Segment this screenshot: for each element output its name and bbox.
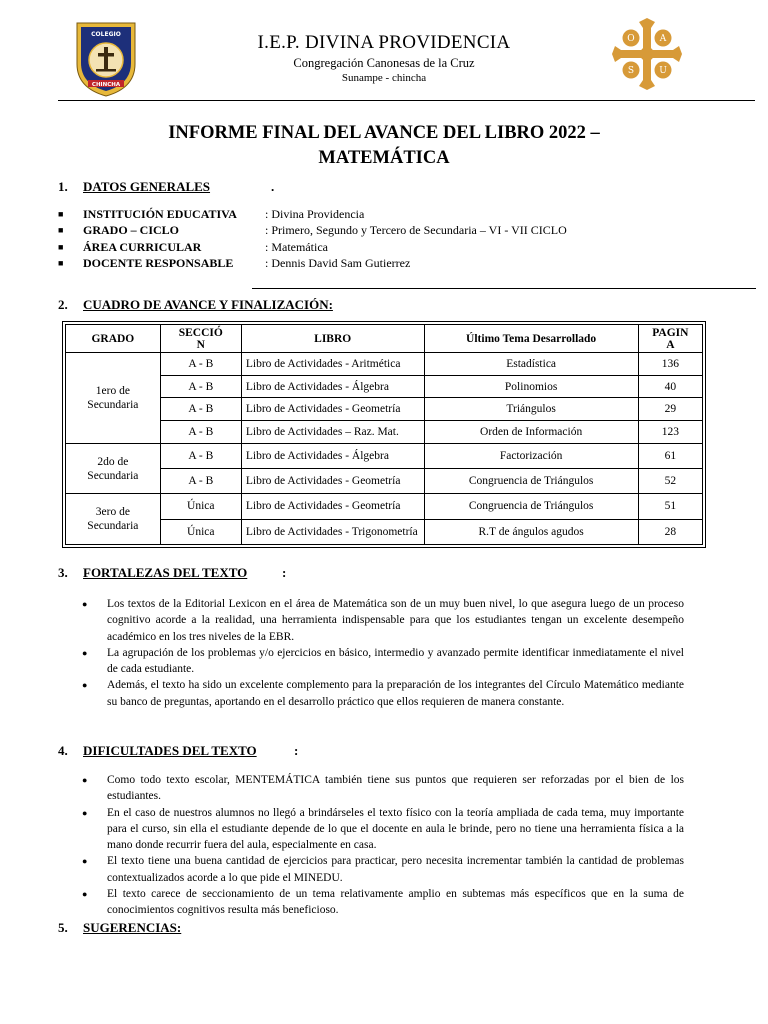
pagina-cell: 29 — [638, 398, 702, 421]
list-item — [82, 596, 684, 645]
tema-cell: Triángulos — [424, 398, 638, 421]
tema-cell: Congruencia de Triángulos — [424, 469, 638, 494]
pagina-cell: 28 — [638, 519, 702, 544]
pagina-cell: 40 — [638, 375, 702, 398]
school-name: I.E.P. DIVINA PROVIDENCIA — [257, 32, 511, 53]
grado-line-1: 1ero de — [95, 384, 130, 397]
table-row — [66, 443, 703, 468]
col-header-tema: Último Tema Desarrollado — [424, 325, 638, 353]
seccion-cell: A - B — [160, 398, 241, 421]
header-divider — [58, 100, 755, 101]
section-4-heading — [58, 743, 458, 759]
section-title: DIFICULTADES DEL TEXTO — [83, 743, 257, 758]
list-item-text: El texto carece de seccionamiento de un tema relativamente amplio en subtemas más específicos que en la suma de conocimientos cognitivos resulta más beneficioso. — [107, 888, 684, 917]
section-title: FORTALEZAS DEL TEXTO — [83, 565, 248, 580]
list-item — [82, 886, 684, 919]
seccion-cell: A - B — [160, 375, 241, 398]
square-bullet-icon: ■ — [58, 257, 64, 268]
progress-table — [62, 321, 706, 548]
seccion-cell: Única — [160, 519, 241, 544]
libro-cell: Libro de Actividades - Geometría — [241, 469, 424, 494]
general-data-row — [58, 206, 658, 222]
col-header-pagina-line-2: A — [666, 338, 675, 351]
table-row — [66, 494, 703, 519]
col-header-grado: GRADO — [66, 325, 161, 353]
field-label: INSTITUCIÓN EDUCATIVA — [83, 207, 237, 221]
list-item — [82, 772, 684, 805]
section-title-suffix: : — [282, 565, 287, 580]
list-item-text: El texto tiene una buena cantidad de ejercicios para practicar, pero necesita incrementar también la cantidad de problemas contextualizados acorde a lo que pide el MINEDU. — [107, 855, 684, 884]
field-value: : Matemática — [265, 239, 328, 254]
strengths-list — [82, 596, 684, 710]
difficulties-list — [82, 772, 684, 919]
table-row — [66, 353, 703, 376]
svg-text:CHINCHA: CHINCHA — [91, 82, 121, 88]
seccion-cell: Única — [160, 494, 241, 519]
tema-cell: Orden de Información — [424, 421, 638, 444]
list-item — [82, 645, 684, 678]
libro-cell: Libro de Actividades - Aritmética — [241, 353, 424, 376]
section-title: SUGERENCIAS: — [83, 920, 182, 935]
seccion-cell: A - B — [160, 469, 241, 494]
general-data-list — [58, 206, 658, 271]
bullet-icon: ● — [82, 889, 88, 900]
pagina-cell: 51 — [638, 494, 702, 519]
svg-text:S: S — [627, 66, 635, 76]
grado-cell — [66, 353, 161, 444]
col-header-pagina-line-1: PAGIN — [652, 326, 689, 339]
col-header-seccion — [160, 325, 241, 353]
pagina-cell: 123 — [638, 421, 702, 444]
table-row — [66, 398, 703, 421]
field-label: ÁREA CURRICULAR — [83, 239, 202, 254]
section-title: CUADRO DE AVANCE Y FINALIZACIÓN: — [83, 297, 333, 312]
tema-cell: Polinomios — [424, 375, 638, 398]
seccion-cell: A - B — [160, 443, 241, 468]
grado-line-2: Secundaria — [87, 469, 139, 482]
section-number: 2. — [58, 297, 68, 312]
col-header-seccion-line-1: SECCIÓ — [178, 326, 223, 339]
bullet-icon: ● — [82, 599, 88, 609]
libro-cell: Libro de Actividades - Geometría — [241, 494, 424, 519]
pagina-cell: 136 — [638, 353, 702, 376]
bullet-icon: ● — [82, 807, 88, 818]
grado-line-1: 2do de — [97, 455, 129, 468]
col-header-seccion-line-2: N — [196, 338, 205, 351]
tema-cell: R.T de ángulos agudos — [424, 519, 638, 544]
bullet-icon: ● — [82, 680, 88, 691]
list-item-text: La agrupación de los problemas y/o ejercicios en básico, intermedio y avanzado permite identificar inmediatamente el nivel de cada estudiante. — [107, 646, 684, 676]
section-number: 4. — [58, 743, 68, 758]
tema-cell: Estadística — [424, 353, 638, 376]
school-location: Sunampe - chincha — [341, 72, 427, 84]
grado-line-2: Secundaria — [87, 520, 139, 533]
general-data-row — [58, 255, 658, 271]
tema-cell: Factorización — [424, 443, 638, 468]
libro-cell: Libro de Actividades – Raz. Mat. — [241, 421, 424, 444]
section-title-suffix: : — [294, 743, 299, 758]
field-value: : Dennis David Sam Gutierrez — [265, 255, 411, 270]
table-row — [66, 519, 703, 544]
col-header-libro: LIBRO — [241, 325, 424, 353]
svg-text:U: U — [659, 66, 667, 76]
list-item-text: Como todo texto escolar, MENTEMÁTICA también tiene sus puntos que requieren ser reforzadas por el bien de los estudiantes. — [107, 774, 684, 803]
libro-cell: Libro de Actividades - Geometría — [241, 398, 424, 421]
bullet-icon: ● — [82, 647, 88, 658]
school-crest-logo — [74, 20, 138, 98]
section-divider — [252, 288, 756, 289]
libro-cell: Libro de Actividades - Álgebra — [241, 375, 424, 398]
document-title — [100, 121, 668, 171]
seccion-cell: A - B — [160, 353, 241, 376]
field-value: : Primero, Segundo y Tercero de Secundaria – VI - VII CICLO — [265, 223, 567, 238]
svg-text:A: A — [659, 34, 667, 44]
table-row — [66, 421, 703, 444]
table-header-row — [66, 325, 703, 353]
field-label: GRADO – CICLO — [83, 223, 180, 238]
grado-cell — [66, 443, 161, 494]
congregation-name: Congregación Canonesas de la Cruz — [293, 56, 475, 70]
list-item-text: En el caso de nuestros alumnos no llegó a brindárseles el texto físico con la teoría ampliada de cada tema, muy importante para el curso, sin ella el estudiante depende de lo que el docente en aula le brinde, pero no tiene una herramienta física a la mano donde recurrir fuera del aula, especialmente en casa. — [107, 806, 684, 852]
pagina-cell: 61 — [638, 443, 702, 468]
list-item-text: Además, el texto ha sido un excelente complemento para la preparación de los integrantes del Círculo Matemático mediante su banco de preguntas, aportando en el desarrollo práctico que ellos requieren de manera constante. — [107, 679, 684, 708]
field-label: DOCENTE RESPONSABLE — [83, 255, 234, 270]
table-row — [66, 469, 703, 494]
section-5-heading — [58, 920, 358, 936]
section-number: 1. — [58, 179, 68, 194]
section-2-heading — [58, 297, 458, 313]
square-bullet-icon: ■ — [58, 241, 64, 252]
section-1-heading — [58, 179, 358, 195]
square-bullet-icon: ■ — [58, 209, 64, 219]
document-title-line-1: INFORME FINAL DEL AVANCE DEL LIBRO 2022 – — [168, 123, 600, 143]
general-data-row — [58, 239, 658, 255]
section-title-suffix: . — [271, 179, 275, 194]
general-data-row — [58, 222, 658, 238]
section-number: 5. — [58, 920, 68, 935]
field-value: : Divina Providencia — [265, 207, 365, 221]
bullet-icon: ● — [82, 856, 88, 867]
libro-cell: Libro de Actividades - Trigonometría — [241, 519, 424, 544]
list-item-text: Los textos de la Editorial Lexicon en el área de Matemática son de un muy buen nivel, lo que asegura luego de un proceso cognitivo acorde a la realidad, una herramienta indispensable para que los estudiantes tengan un excelente desempeño académico en los tres niveles de la EBR. — [107, 598, 684, 643]
svg-text:O: O — [627, 34, 635, 44]
grado-line-2: Secundaria — [87, 398, 139, 411]
list-item — [82, 853, 684, 886]
list-item — [82, 677, 684, 710]
square-bullet-icon: ■ — [58, 225, 64, 236]
document-title-line-2: MATEMÁTICA — [318, 148, 450, 168]
section-3-heading — [58, 565, 458, 581]
seccion-cell: A - B — [160, 421, 241, 444]
section-title: DATOS GENERALES — [83, 179, 211, 194]
tema-cell: Congruencia de Triángulos — [424, 494, 638, 519]
bullet-icon: ● — [82, 775, 88, 785]
section-number: 3. — [58, 565, 68, 580]
col-header-pagina — [638, 325, 702, 353]
congregation-cross-logo — [612, 18, 682, 90]
table-row — [66, 375, 703, 398]
list-item — [82, 805, 684, 854]
grado-cell — [66, 494, 161, 545]
libro-cell: Libro de Actividades - Álgebra — [241, 443, 424, 468]
svg-text:COLEGIO: COLEGIO — [91, 31, 121, 38]
pagina-cell: 52 — [638, 469, 702, 494]
grado-line-1: 3ero de — [95, 506, 130, 519]
